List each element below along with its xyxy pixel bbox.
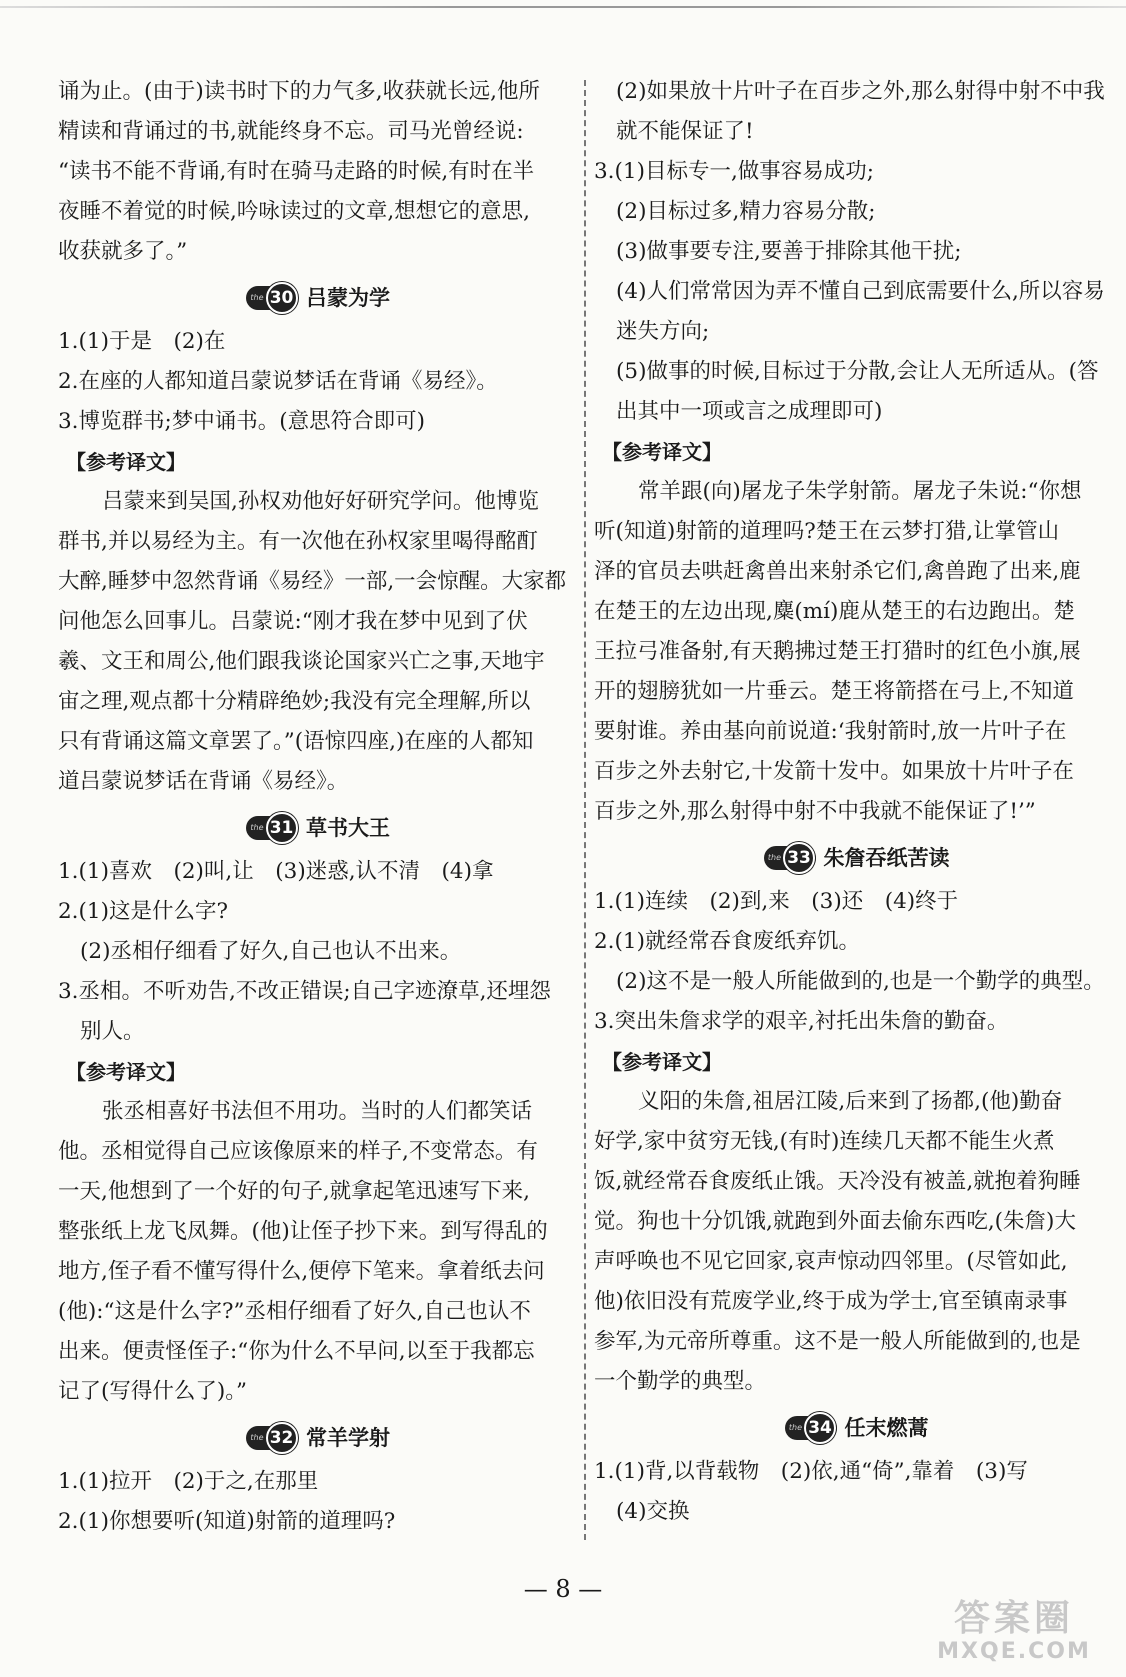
section-heading-34 <box>594 1406 1119 1450</box>
translation-line: 一个勤学的典型。 <box>594 1369 767 1394</box>
translation-line: 道吕蒙说梦话在背诵《易经》。 <box>58 769 349 794</box>
translation-line: 声呼唤也不见它回家,哀声惊动四邻里。(尽管如此, <box>594 1249 1068 1274</box>
answer-line: 1.(1)背,以背载物 (2)依,通“倚”,靠着 (3)写 <box>594 1459 1028 1484</box>
translation-line: 群书,并以易经为主。有一次他在孙权家里喝得酩酊 <box>58 529 538 554</box>
right-column <box>594 72 1119 1555</box>
answer-line: (5)做事的时候,目标过于分散,会让人无所适从。(答 <box>616 359 1099 384</box>
text-line: 诵为止。(由于)读书时下的力气多,收获就长远,他所 <box>58 79 540 104</box>
column-divider <box>584 80 586 1540</box>
translation-line: 地方,侄子看不懂写得什么,便停下笔来。拿着纸去问 <box>58 1259 545 1284</box>
section-badge <box>785 1416 837 1440</box>
translation-line: 在楚王的左边出现,麋(mí)鹿从楚王的右边跑出。楚 <box>594 599 1075 624</box>
badge-prefix: the <box>250 1433 264 1442</box>
answer-line: 1.(1)喜欢 (2)叫,让 (3)迷惑,认不清 (4)拿 <box>58 859 494 884</box>
translation-line: 吕蒙来到吴国,孙权劝他好好研究学问。他博览 <box>102 489 539 514</box>
badge-prefix: the <box>250 293 264 302</box>
answer-line: 3.突出朱詹求学的艰辛,衬托出朱詹的勤奋。 <box>594 1009 1009 1034</box>
reference-label: 【参考译文】 <box>602 1050 722 1074</box>
section-title: 常羊学射 <box>306 1426 390 1450</box>
section-heading-31 <box>58 806 578 850</box>
translation-line: 王拉弓准备射,有天鹅拂过楚王打猎时的红色小旗,展 <box>594 639 1081 664</box>
translation-line: 张丞相喜好书法但不用功。当时的人们都笑话 <box>102 1099 533 1124</box>
translation-line: 好学,家中贫穷无钱,(有时)连续几天都不能生火煮 <box>594 1129 1055 1154</box>
translation-line: 整张纸上龙飞凤舞。(他)让侄子抄下来。到写得乱的 <box>58 1219 548 1244</box>
translation-line: 饭,就经常吞食废纸止饿。天冷没有被盖,就抱着狗睡 <box>594 1169 1081 1194</box>
answer-line: (2)如果放十片叶子在百步之外,那么射得中射不中我 <box>616 79 1105 104</box>
translation-line: 大醉,睡梦中忽然背诵《易经》一部,一会惊醒。大家都 <box>58 569 567 594</box>
answer-line: (2)目标过多,精力容易分散; <box>616 199 876 224</box>
text-line: 收获就多了。” <box>58 239 188 264</box>
section-badge <box>764 846 816 870</box>
section-badge <box>246 816 298 840</box>
translation-line: 泽的官员去哄赶禽兽出来射杀它们,禽兽跑了出来,鹿 <box>594 559 1081 584</box>
section-heading-30 <box>58 276 578 320</box>
watermark-logo <box>914 1599 1114 1669</box>
text-line: 夜睡不着觉的时候,吟咏读过的文章,想想它的意思, <box>58 199 531 224</box>
answer-line: 1.(1)拉开 (2)于之,在那里 <box>58 1469 319 1494</box>
translation-line: 义阳的朱詹,祖居江陵,后来到了扬都,(他)勤奋 <box>638 1089 1063 1114</box>
translation-line: 常羊跟(向)屠龙子朱学射箭。屠龙子朱说:“你想 <box>638 479 1082 504</box>
translation-line: 记了(写得什么了)。” <box>58 1379 248 1404</box>
translation-line: 百步之外,那么射得中射不中我就不能保证了!’” <box>594 799 1036 824</box>
intro-text <box>58 72 578 272</box>
section-number: 30 <box>266 282 298 314</box>
translation-line: 百步之外去射它,十发箭十发中。如果放十片叶子在 <box>594 759 1074 784</box>
answer-line: 3.博览群书;梦中诵书。(意思符合即可) <box>58 409 426 434</box>
answer-line: 1.(1)于是 (2)在 <box>58 329 226 354</box>
section-number: 33 <box>783 842 815 874</box>
page-number: — 8 — <box>523 1575 603 1603</box>
badge-prefix: the <box>767 853 782 862</box>
top-border <box>0 6 1126 8</box>
answer-line: 别人。 <box>80 1019 145 1044</box>
section-badge <box>246 1426 298 1450</box>
watermark-text: 答案圈 <box>953 1598 1074 1639</box>
answer-line: (4)交换 <box>616 1499 690 1524</box>
badge-prefix: the <box>250 823 264 832</box>
section-heading-32 <box>58 1416 578 1460</box>
translation-line: 参军,为元帝所尊重。这不是一般人所能做到的,也是 <box>594 1329 1081 1354</box>
translation-line: 听(知道)射箭的道理吗?楚王在云梦打猎,让掌管山 <box>594 519 1060 544</box>
answer-line: 2.(1)这是什么字? <box>58 899 228 924</box>
section-title: 任末燃蒿 <box>844 1416 929 1440</box>
text-line: 精读和背诵过的书,就能终身不忘。司马光曾经说: <box>58 119 524 144</box>
answer-line: (4)人们常常因为弄不懂自己到底需要什么,所以容易 <box>616 279 1105 304</box>
answer-line: 3.丞相。不听劝告,不改正错误;自己字迹潦草,还埋怨 <box>58 979 551 1004</box>
answer-line: 出其中一项或言之成理即可) <box>616 399 883 424</box>
translation-line: (他):“这是什么字?”丞相仔细看了好久,自己也认不 <box>58 1299 531 1324</box>
section-title: 朱詹吞纸苦读 <box>823 846 950 870</box>
translation-line: 只有背诵这篇文章罢了。”(语惊四座,)在座的人都知 <box>58 729 534 754</box>
answer-line: 3.(1)目标专一,做事容易成功; <box>594 159 875 184</box>
translation-line: 羲、文王和周公,他们跟我谈论国家兴亡之事,天地宇 <box>58 649 545 674</box>
translation-line: 一天,他想到了一个好的句子,就拿起笔迅速写下来, <box>58 1179 531 1204</box>
answer-line: (3)做事要专注,要善于排除其他干扰; <box>616 239 962 264</box>
left-column <box>58 72 578 1555</box>
answer-line: 就不能保证了! <box>616 119 754 144</box>
answer-line: 2.在座的人都知道吕蒙说梦话在背诵《易经》。 <box>58 369 498 394</box>
text-line: “读书不能不背诵,有时在骑马走路的时候,有时在半 <box>58 159 535 184</box>
section-badge <box>246 286 298 310</box>
reference-label: 【参考译文】 <box>66 450 186 474</box>
reference-label: 【参考译文】 <box>66 1060 186 1084</box>
answer-line: 2.(1)就经常吞食废纸弃饥。 <box>594 929 860 954</box>
reference-label: 【参考译文】 <box>602 440 722 464</box>
section-number: 32 <box>266 1422 298 1454</box>
translation-line: 他。丞相觉得自己应该像原来的样子,不变常态。有 <box>58 1139 538 1164</box>
section-number: 34 <box>804 1412 836 1444</box>
badge-prefix: the <box>788 1423 803 1432</box>
answer-line: 1.(1)连续 (2)到,来 (3)还 (4)终于 <box>594 889 959 914</box>
watermark-url: MXQE.COM <box>937 1639 1091 1664</box>
answer-line: 迷失方向; <box>616 319 710 344</box>
answer-line: 2.(1)你想要听(知道)射箭的道理吗? <box>58 1509 396 1534</box>
section-number: 31 <box>266 812 298 844</box>
translation-line: 问他怎么回事儿。吕蒙说:“刚才我在梦中见到了伏 <box>58 609 528 634</box>
translation-line: 要射谁。养由基向前说道:‘我射箭时,放一片叶子在 <box>594 719 1067 744</box>
section-title: 草书大王 <box>306 816 390 840</box>
translation-line: 开的翅膀犹如一片垂云。楚王将箭搭在弓上,不知道 <box>594 679 1074 704</box>
translation-line: 宙之理,观点都十分精辟绝妙;我没有完全理解,所以 <box>58 689 531 714</box>
translation-line: 他)依旧没有荒废学业,终于成为学士,官至镇南录事 <box>594 1289 1068 1314</box>
section-heading-33 <box>594 836 1119 880</box>
translation-line: 出来。便责怪侄子:“你为什么不早问,以至于我都忘 <box>58 1339 535 1364</box>
answer-line: (2)丞相仔细看了好久,自己也认不出来。 <box>80 939 462 964</box>
answer-line: (2)这不是一般人所能做到的,也是一个勤学的典型。 <box>616 969 1105 994</box>
section-title: 吕蒙为学 <box>306 286 390 310</box>
translation-line: 觉。狗也十分饥饿,就跑到外面去偷东西吃,(朱詹)大 <box>594 1209 1076 1234</box>
